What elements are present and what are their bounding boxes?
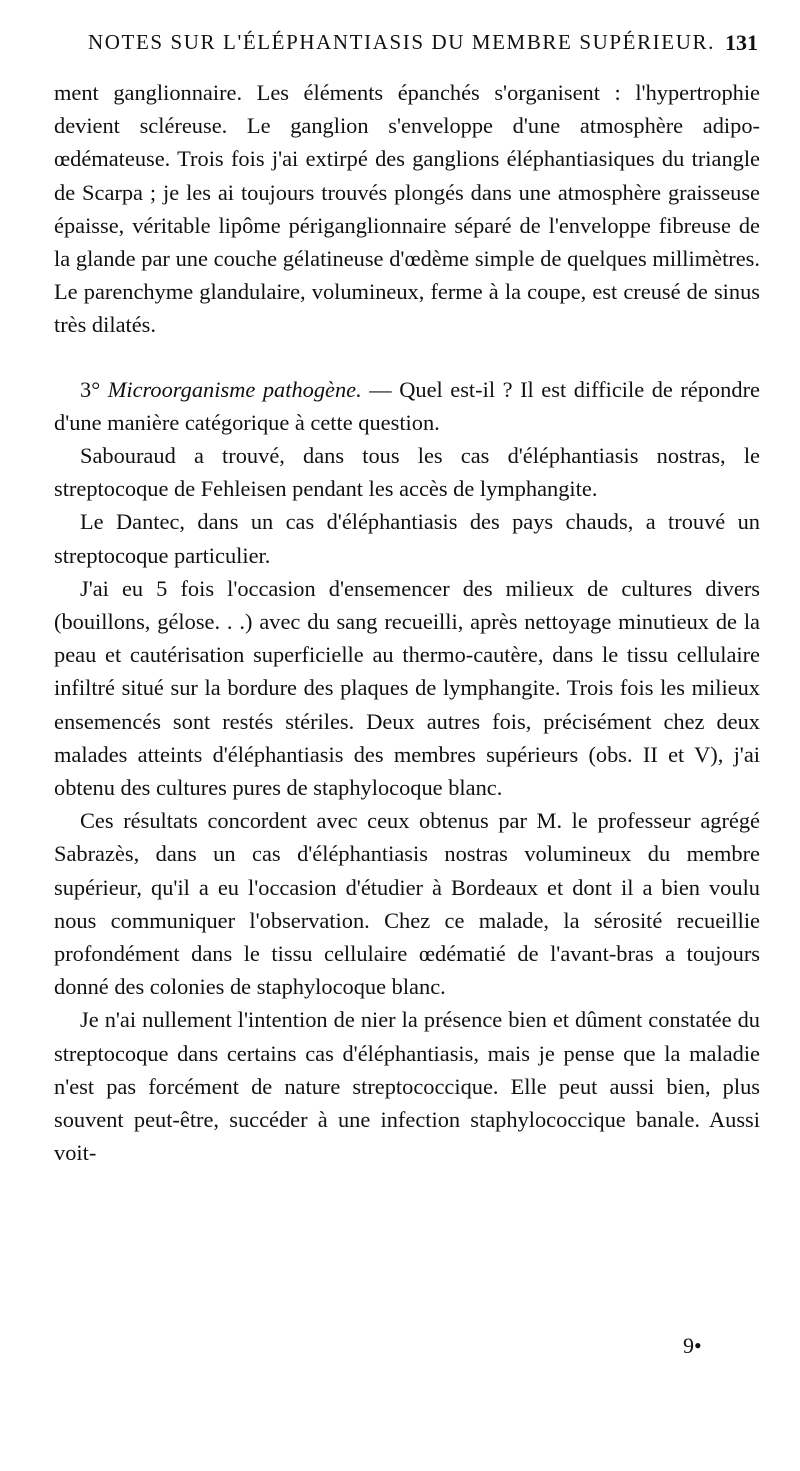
paragraph-sabouraud: Sabouraud a trouvé, dans tous les cas d'éléphantiasis nostras, le streptocoque de Fehleisen pendant les accès de lymphangite.: [54, 443, 760, 502]
page-number: 131: [725, 30, 758, 55]
main-text: [54, 76, 760, 1170]
page-header: [88, 30, 758, 64]
section-number: 3°: [80, 376, 101, 402]
paragraph-sabrazes: Ces résultats concordent avec ceux obtenus par M. le professeur agrégé Sabrazès, dans un cas d'éléphantiasis nostras volumineux du membre supérieur, qu'il a eu l'occasion d'étudier à Bordeaux et dont il a bien voulu nous communiquer l'observation. Chez ce malade, la sérosité recueillie profondément dans le tissu cellulaire œdématié de l'avant-bras a toujours donné des colonies de staphylocoque blanc.: [54, 808, 760, 1000]
paragraph-continued: ment ganglionnaire. Les éléments épanchés s'organisent : l'hypertrophie devient scléreuse. Le ganglion s'enveloppe d'une atmosphère adipo-œdémateuse. Trois fois j'ai extirpé des ganglions éléphantiasiques du triangle de Scarpa ; je les ai toujours trouvés plongés dans une atmosphère graisseuse épaisse, véritable lipôme périganglionnaire séparé de l'enveloppe fibreuse de la glande par une couche gélatineuse d'œdème simple de quelques millimètres. Le parenchyme glandulaire, volumineux, ferme à la coupe, est creusé de sinus très dilatés.: [54, 80, 760, 338]
section-paragraph: [54, 373, 760, 439]
running-title: NOTES SUR L'ÉLÉPHANTIASIS DU MEMBRE SUPÉRIEUR.: [88, 30, 715, 54]
paragraph-le-dantec: Le Dantec, dans un cas d'éléphantiasis des pays chauds, a trouvé un streptocoque particulier.: [54, 509, 760, 568]
paragraph-cultures: J'ai eu 5 fois l'occasion d'ensemencer des milieux de cultures divers (bouillons, gélose. . .) avec du sang recueilli, après nettoyage minutieux de la peau et cautérisation superficielle au thermo-cautère, dans le tissu cellulaire infiltré situé sur la bordure des plaques de lymphangite. Trois fois les milieux ensemencés sont restés stériles. Deux autres fois, précisément chez deux malades atteints d'éléphantiasis des membres supérieurs (obs. II et V), j'ai obtenu des cultures pures de staphylocoque blanc.: [54, 575, 760, 801]
section-text: Quel est-il ? Il est difficile de répondre d'une manière catégorique à cette question.: [54, 376, 760, 435]
section-heading: Microorganisme pathogène.: [107, 376, 362, 402]
section-dash: —: [369, 376, 392, 402]
signature-mark: 9•: [683, 1333, 702, 1358]
paragraph-conclusion: Je n'ai nullement l'intention de nier la présence bien et dûment constatée du streptocoque dans certains cas d'éléphantiasis, mais je pense que la maladie n'est pas forcément de nature streptococcique. Elle peut aussi bien, plus souvent peut-être, succéder à une infection staphylococcique banale. Aussi voit-: [54, 1007, 760, 1166]
